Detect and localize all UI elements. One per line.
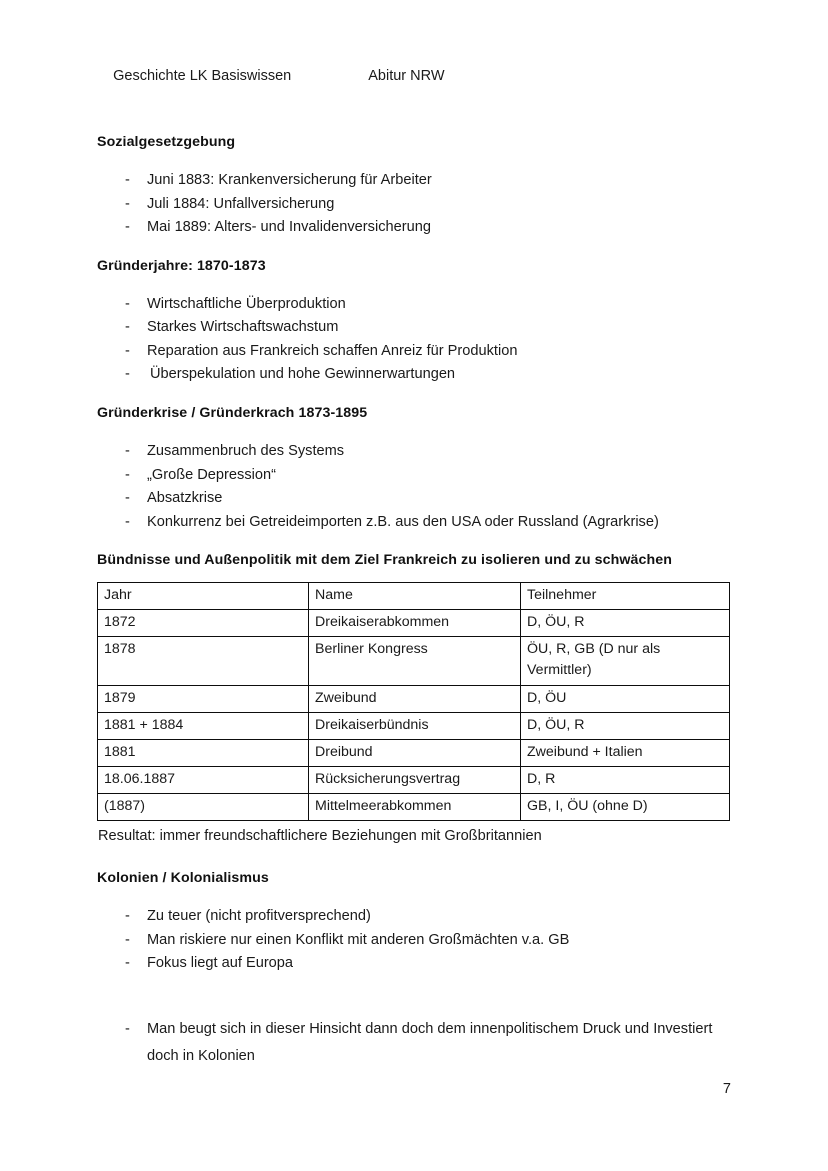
list-gruenderjahre [97, 293, 731, 387]
heading-kolonien: Kolonien / Kolonialismus [97, 870, 269, 887]
spacer [97, 570, 731, 582]
spacer [97, 534, 731, 551]
list-item: - Überspekulation und hohe Gewinnerwartungen [97, 363, 731, 387]
table-cell-year: 1881 [98, 740, 309, 767]
table-cell-name: Dreikaiserabkommen [309, 610, 521, 637]
result-paragraph: Resultat: immer freundschaftlichere Beziehungen mit Großbritannien [98, 828, 542, 845]
list-kolonien [97, 905, 731, 976]
list-kolonien-continued [97, 1016, 731, 1070]
list-item: - Zu teuer (nicht profitversprechend) [97, 905, 731, 929]
table-cell-participants: GB, I, ÖU (ohne D) [521, 794, 730, 821]
table-cell-name: Zweibund [309, 686, 521, 713]
list-item: - „Große Depression“ [97, 464, 731, 488]
table-cell-name: Rücksicherungsvertrag [309, 767, 521, 794]
heading-buendnisse: Bündnisse und Außenpolitik mit dem Ziel Frankreich zu isolieren und zu schwächen [97, 552, 673, 569]
spacer [97, 847, 731, 869]
spacer [97, 240, 731, 257]
table-cell-name: Berliner Kongress [309, 637, 521, 686]
list-item: - Mai 1889: Alters- und Invalidenversicherung [97, 216, 731, 240]
document-body [97, 133, 731, 1070]
heading-gruenderkrise: Gründerkrise / Gründerkrach 1873-1895 [97, 404, 368, 421]
table-header-cell: Name [309, 583, 521, 610]
alliance-table [97, 582, 730, 821]
table-cell-year: 1881 + 1884 [98, 713, 309, 740]
list-item: - Starkes Wirtschaftswachstum [97, 316, 731, 340]
heading-sozialgesetzgebung: Sozialgesetzgebung [97, 134, 236, 150]
table-row [98, 686, 730, 713]
list-item: - Man riskiere nur einen Konflikt mit anderen Großmächten v.a. GB [97, 929, 731, 953]
table-row [98, 740, 730, 767]
table-header-row [98, 583, 730, 610]
table-cell-year: (1887) [98, 794, 309, 821]
list-item: - Wirtschaftliche Überproduktion [97, 293, 731, 317]
list-item: - Juli 1884: Unfallversicherung [97, 193, 731, 217]
table-cell-year: 18.06.1887 [98, 767, 309, 794]
table-row [98, 637, 730, 686]
table-row [98, 610, 730, 637]
table-row [98, 794, 730, 821]
list-item: - Absatzkrise [97, 487, 731, 511]
table-cell-participants: D, ÖU [521, 686, 730, 713]
table-cell-year: 1879 [98, 686, 309, 713]
list-item: - Konkurrenz bei Getreideimporten z.B. aus den USA oder Russland (Agrarkrise) [97, 511, 731, 535]
heading-gruenderjahre: Gründerjahre: 1870-1873 [97, 257, 266, 274]
page-number: 7 [722, 1081, 731, 1097]
table-cell-year: 1878 [98, 637, 309, 686]
table-cell-name: Dreikaiserbündnis [309, 713, 521, 740]
list-item: - Zusammenbruch des Systems [97, 440, 731, 464]
table-cell-participants: Zweibund + Italien [521, 740, 730, 767]
spacer [97, 423, 731, 440]
running-head [97, 48, 731, 105]
list-item: - Fokus liegt auf Europa [97, 952, 731, 976]
spacer [97, 276, 731, 293]
list-item: - Man beugt sich in dieser Hinsicht dann doch dem innenpolitischem Druck und Investiert doch in Kolonien [97, 1016, 731, 1070]
spacer [97, 888, 731, 905]
table-cell-participants: D, ÖU, R [521, 713, 730, 740]
table-cell-participants: D, ÖU, R [521, 610, 730, 637]
running-head-left: Geschichte LK Basiswissen [113, 67, 292, 84]
list-gruenderkrise [97, 440, 731, 534]
list-item: - Juni 1883: Krankenversicherung für Arbeiter [97, 169, 731, 193]
table-row [98, 767, 730, 794]
list-item: - Reparation aus Frankreich schaffen Anreiz für Produktion [97, 340, 731, 364]
spacer [97, 387, 731, 404]
spacer [97, 152, 731, 169]
spacer [97, 976, 731, 1016]
table-cell-name: Dreibund [309, 740, 521, 767]
table-cell-name: Mittelmeerabkommen [309, 794, 521, 821]
table-cell-participants: ÖU, R, GB (D nur als Vermittler) [521, 637, 730, 686]
table-header-cell: Teilnehmer [521, 583, 730, 610]
table-row [98, 713, 730, 740]
table-cell-participants: D, R [521, 767, 730, 794]
table-cell-year: 1872 [98, 610, 309, 637]
running-head-right: Abitur NRW [368, 67, 445, 84]
list-sozialgesetzgebung [97, 169, 731, 240]
table-header-cell: Jahr [98, 583, 309, 610]
